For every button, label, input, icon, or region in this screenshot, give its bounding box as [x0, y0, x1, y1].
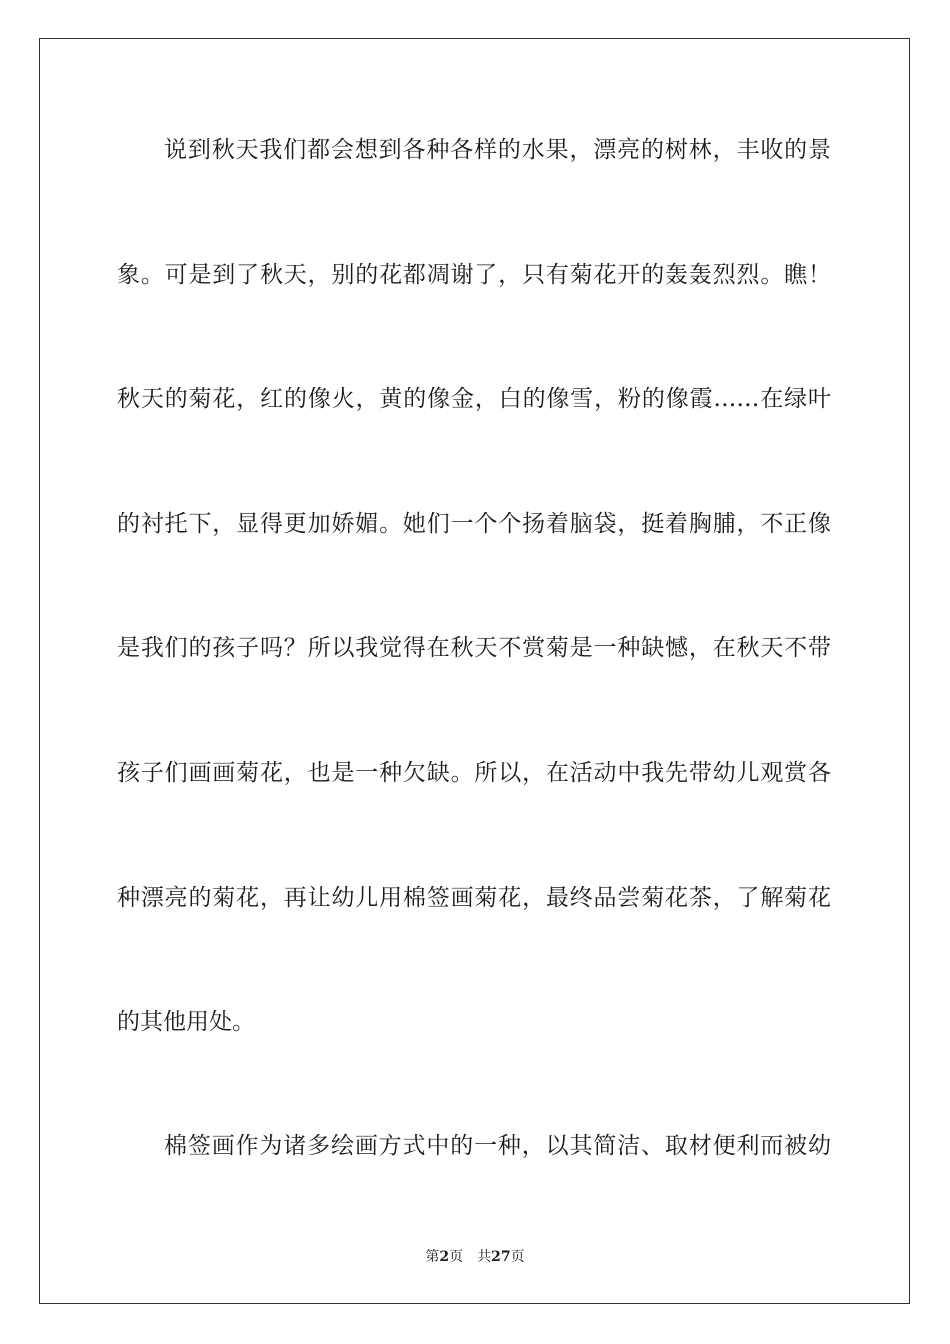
- paragraph-1-line-6: 孩子们画画菊花，也是一种欠缺。所以，在活动中我先带幼儿观赏各: [117, 760, 831, 786]
- footer-page-number: 2: [439, 1249, 450, 1265]
- paragraph-2-line-1: 棉签画作为诸多绘画方式中的一种，以其简洁、取材便利而被幼: [164, 1133, 831, 1159]
- paragraph-1-line-5: 是我们的孩子吗？所以我觉得在秋天不赏菊是一种缺憾，在秋天不带: [117, 635, 831, 661]
- paragraph-1-line-1: 说到秋天我们都会想到各种各样的水果，漂亮的树林，丰收的景: [164, 137, 831, 163]
- paragraph-1-line-8: 的其他用处。: [117, 1009, 255, 1035]
- footer-page-suffix: 页: [449, 1249, 464, 1265]
- paragraph-1-line-3: 秋天的菊花，红的像火，黄的像金，白的像雪，粉的像霞……在绿叶: [117, 386, 831, 412]
- page-frame: [39, 38, 910, 1304]
- footer-total-prefix: 共: [477, 1249, 492, 1265]
- footer-total-suffix: 页: [510, 1249, 525, 1265]
- footer-page-prefix: 第: [425, 1249, 440, 1265]
- footer-total-pages: 27: [491, 1249, 511, 1265]
- paragraph-1-line-2: 象。可是到了秋天，别的花都凋谢了，只有菊花开的轰轰烈烈。瞧！: [117, 262, 831, 288]
- paragraph-1-line-7: 种漂亮的菊花，再让幼儿用棉签画菊花，最终品尝菊花茶，了解菊花: [117, 885, 831, 911]
- paragraph-1-line-4: 的衬托下，显得更加娇媚。她们一个个扬着脑袋，挺着胸脯，不正像: [117, 511, 831, 537]
- page-footer: [0, 1248, 950, 1266]
